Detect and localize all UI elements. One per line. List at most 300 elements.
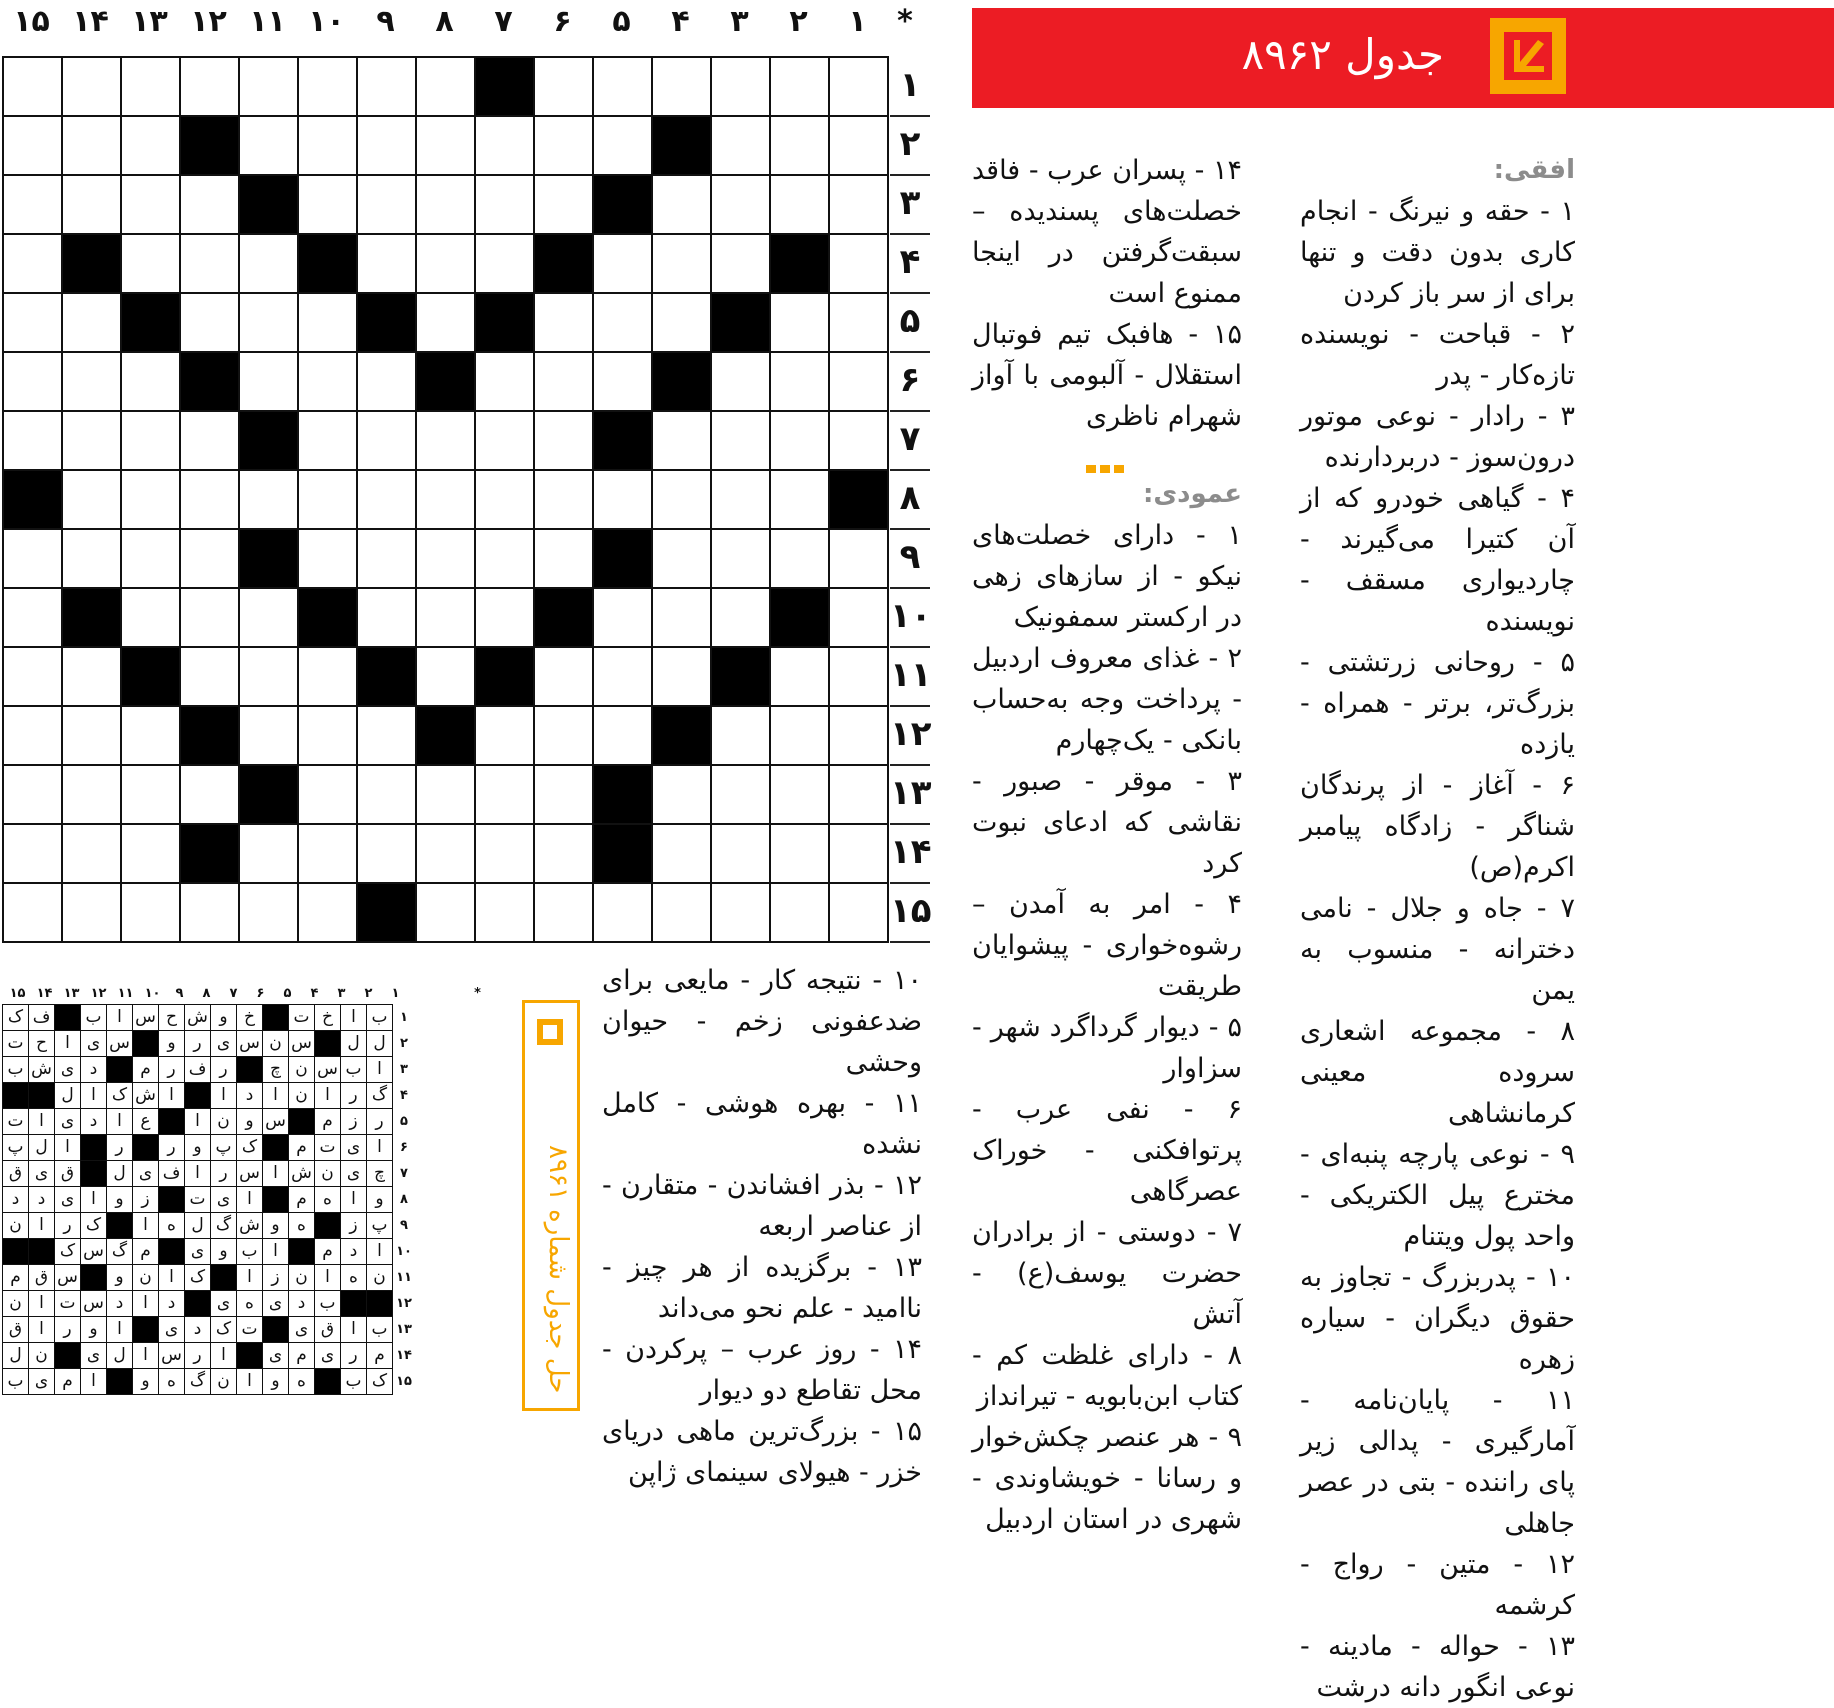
grid-cell[interactable] (416, 234, 475, 293)
grid-block-cell (475, 293, 534, 352)
grid-cell[interactable] (3, 234, 62, 293)
grid-cell[interactable] (121, 175, 180, 234)
grid-block-cell (180, 352, 239, 411)
clue: ۱۲ - بذر افشاندن - متقارن - از عناصر اربعه (602, 1170, 922, 1242)
grid-cell[interactable] (534, 824, 593, 883)
solution-row-number: ۱۳ (396, 1322, 412, 1337)
solution-cell: ک (81, 1213, 107, 1239)
grid-cell[interactable] (770, 706, 829, 765)
solution-cell: و (185, 1135, 211, 1161)
grid-cell[interactable] (475, 175, 534, 234)
solution-column-number: ۴ (310, 986, 319, 1001)
solution-cell: س (237, 1161, 263, 1187)
grid-cell[interactable] (711, 883, 770, 942)
grid-cell[interactable] (593, 234, 652, 293)
grid-block-cell (475, 57, 534, 116)
grid-cell[interactable] (593, 470, 652, 529)
crossword-grid (2, 56, 889, 943)
grid-cell[interactable] (652, 765, 711, 824)
grid-cell[interactable] (416, 175, 475, 234)
grid-cell[interactable] (593, 116, 652, 175)
grid-cell[interactable] (3, 765, 62, 824)
grid-cell[interactable] (180, 883, 239, 942)
grid-cell[interactable] (829, 57, 888, 116)
solution-row-number: ۱۴ (396, 1348, 412, 1363)
solution-cell: ل (29, 1135, 55, 1161)
grid-cell[interactable] (416, 765, 475, 824)
grid-column-number: ۵ (612, 4, 631, 39)
grid-cell[interactable] (239, 588, 298, 647)
logo-inner (1504, 32, 1552, 80)
solution-cell: س (55, 1265, 81, 1291)
grid-cell[interactable] (475, 588, 534, 647)
grid-cell[interactable] (357, 57, 416, 116)
solution-cell: ن (289, 1057, 315, 1083)
solution-block-cell (133, 1031, 159, 1057)
solution-cell: ن (289, 1265, 315, 1291)
separator-dots (1086, 458, 1128, 466)
grid-cell[interactable] (770, 647, 829, 706)
brand-logo-icon (1490, 18, 1566, 94)
solution-cell: م (289, 1135, 315, 1161)
solution-cell: ف (29, 1005, 55, 1031)
grid-cell[interactable] (829, 824, 888, 883)
solution-cell: ا (81, 1187, 107, 1213)
grid-cell[interactable] (475, 116, 534, 175)
grid-cell[interactable] (829, 411, 888, 470)
grid-cell[interactable] (770, 352, 829, 411)
solution-column-number: ۹ (175, 986, 184, 1001)
solution-cell: ر (55, 1317, 81, 1343)
grid-cell[interactable] (593, 588, 652, 647)
solution-cell: ی (263, 1343, 289, 1369)
grid-cell[interactable] (711, 352, 770, 411)
grid-cell[interactable] (534, 175, 593, 234)
grid-cell[interactable] (121, 824, 180, 883)
grid-cell[interactable] (534, 352, 593, 411)
grid-cell[interactable] (711, 411, 770, 470)
grid-cell[interactable] (829, 883, 888, 942)
solution-cell: و (107, 1265, 133, 1291)
grid-cell[interactable] (770, 765, 829, 824)
grid-row (3, 116, 888, 175)
grid-cell[interactable] (652, 57, 711, 116)
grid-cell[interactable] (357, 706, 416, 765)
grid-cell[interactable] (829, 116, 888, 175)
grid-cell[interactable] (475, 234, 534, 293)
solution-cell: س (237, 1031, 263, 1057)
grid-cell[interactable] (357, 765, 416, 824)
solution-block-cell (263, 1187, 289, 1213)
solution-cell: ش (29, 1057, 55, 1083)
grid-cell[interactable] (593, 352, 652, 411)
grid-cell[interactable] (3, 706, 62, 765)
grid-cell[interactable] (711, 529, 770, 588)
grid-cell[interactable] (534, 706, 593, 765)
grid-cell[interactable] (652, 293, 711, 352)
grid-cell[interactable] (416, 293, 475, 352)
grid-cell[interactable] (298, 57, 357, 116)
grid-cell[interactable] (357, 352, 416, 411)
solution-cell: ی (55, 1057, 81, 1083)
grid-cell[interactable] (711, 57, 770, 116)
solution-cell: ی (341, 1135, 367, 1161)
solution-cell: د (185, 1317, 211, 1343)
grid-cell[interactable] (770, 883, 829, 942)
solution-cell: ی (211, 1291, 237, 1317)
grid-cell[interactable] (534, 529, 593, 588)
grid-cell[interactable] (475, 765, 534, 824)
solution-cell: ر (341, 1083, 367, 1109)
grid-cell[interactable] (3, 411, 62, 470)
solution-block-cell (289, 1109, 315, 1135)
grid-cell[interactable] (475, 706, 534, 765)
grid-row (3, 647, 888, 706)
clue: ۱۳ - برگزیده از هر چیز - ناامید - علم نحو می‌داند (602, 1252, 922, 1324)
grid-cell[interactable] (239, 234, 298, 293)
grid-cell[interactable] (357, 529, 416, 588)
solution-cell: چ (367, 1161, 393, 1187)
solution-column-number: ۷ (229, 986, 238, 1001)
grid-cell[interactable] (62, 529, 121, 588)
grid-cell[interactable] (416, 529, 475, 588)
grid-cell[interactable] (652, 588, 711, 647)
grid-cell[interactable] (239, 647, 298, 706)
grid-cell[interactable] (62, 411, 121, 470)
clue: ۶ - نفی عرب - پرتوافکنی - خوراک عصرگاهی (972, 1094, 1242, 1207)
solution-cell: م (289, 1343, 315, 1369)
grid-cell[interactable] (239, 293, 298, 352)
grid-cell[interactable] (121, 765, 180, 824)
grid-cell[interactable] (534, 116, 593, 175)
grid-cell[interactable] (593, 647, 652, 706)
grid-cell[interactable] (770, 411, 829, 470)
solution-cell: م (289, 1187, 315, 1213)
solution-cell: ا (185, 1161, 211, 1187)
grid-cell[interactable] (357, 116, 416, 175)
grid-cell[interactable] (180, 234, 239, 293)
grid-cell[interactable] (711, 824, 770, 883)
grid-block-cell (652, 352, 711, 411)
grid-cell[interactable] (416, 57, 475, 116)
grid-cell[interactable] (121, 57, 180, 116)
grid-cell[interactable] (534, 411, 593, 470)
grid-cell[interactable] (534, 765, 593, 824)
grid-cell[interactable] (298, 411, 357, 470)
grid-block-cell (180, 116, 239, 175)
grid-cell[interactable] (475, 352, 534, 411)
grid-cell[interactable] (121, 529, 180, 588)
grid-cell[interactable] (121, 411, 180, 470)
solution-cell: ا (367, 1057, 393, 1083)
solution-cell: ک (237, 1135, 263, 1161)
grid-cell[interactable] (298, 470, 357, 529)
grid-cell[interactable] (239, 706, 298, 765)
grid-cell[interactable] (3, 116, 62, 175)
grid-cell[interactable] (416, 647, 475, 706)
grid-row (3, 470, 888, 529)
solution-cell: و (211, 1005, 237, 1031)
grid-cell[interactable] (357, 234, 416, 293)
grid-cell[interactable] (298, 765, 357, 824)
solution-cell: ا (133, 1213, 159, 1239)
grid-cell[interactable] (121, 883, 180, 942)
grid-cell[interactable] (652, 824, 711, 883)
grid-cell[interactable] (239, 883, 298, 942)
solution-cell: د (107, 1291, 133, 1317)
grid-cell[interactable] (3, 352, 62, 411)
grid-cell[interactable] (357, 824, 416, 883)
grid-cell[interactable] (239, 470, 298, 529)
grid-cell[interactable] (652, 529, 711, 588)
grid-cell[interactable] (416, 116, 475, 175)
grid-cell[interactable] (534, 57, 593, 116)
grid-cell[interactable] (180, 470, 239, 529)
grid-cell[interactable] (239, 352, 298, 411)
solution-block-cell (55, 1343, 81, 1369)
grid-cell[interactable] (180, 588, 239, 647)
grid-cell[interactable] (475, 883, 534, 942)
grid-cell[interactable] (357, 411, 416, 470)
grid-cell[interactable] (770, 57, 829, 116)
solution-cell: ن (3, 1213, 29, 1239)
grid-cell[interactable] (770, 293, 829, 352)
grid-cell[interactable] (298, 293, 357, 352)
grid-cell[interactable] (3, 175, 62, 234)
grid-cell[interactable] (593, 57, 652, 116)
grid-cell[interactable] (829, 647, 888, 706)
grid-cell[interactable] (711, 588, 770, 647)
grid-cell[interactable] (534, 293, 593, 352)
grid-cell[interactable] (829, 706, 888, 765)
grid-cell[interactable] (829, 765, 888, 824)
grid-column-numbers (0, 4, 930, 44)
grid-column-number: ۸ (435, 4, 454, 39)
solution-cell: د (159, 1291, 185, 1317)
grid-cell[interactable] (298, 824, 357, 883)
grid-row-number: ۱۲ (890, 705, 930, 766)
grid-cell[interactable] (534, 470, 593, 529)
grid-row-number: ۱ (890, 56, 930, 117)
grid-cell[interactable] (475, 470, 534, 529)
grid-cell[interactable] (3, 588, 62, 647)
grid-row (3, 529, 888, 588)
grid-cell[interactable] (180, 647, 239, 706)
solution-cell: ی (289, 1317, 315, 1343)
solution-block-cell (3, 1239, 29, 1265)
grid-cell[interactable] (121, 588, 180, 647)
grid-cell[interactable] (829, 529, 888, 588)
solution-cell: ل (185, 1213, 211, 1239)
grid-column-number: ۳ (730, 4, 749, 39)
grid-cell[interactable] (180, 293, 239, 352)
grid-cell[interactable] (298, 647, 357, 706)
grid-block-cell (357, 293, 416, 352)
grid-cell[interactable] (593, 706, 652, 765)
solution-cell: ن (29, 1343, 55, 1369)
grid-cell[interactable] (3, 57, 62, 116)
grid-cell[interactable] (829, 588, 888, 647)
grid-cell[interactable] (652, 883, 711, 942)
grid-cell[interactable] (121, 352, 180, 411)
grid-row (3, 411, 888, 470)
grid-cell[interactable] (62, 175, 121, 234)
grid-cell[interactable] (62, 57, 121, 116)
grid-cell[interactable] (180, 529, 239, 588)
grid-cell[interactable] (652, 470, 711, 529)
grid-cell[interactable] (121, 116, 180, 175)
solution-cell: ا (341, 1317, 367, 1343)
solution-cell: ا (185, 1109, 211, 1135)
solution-cell: ه (159, 1369, 185, 1395)
grid-cell[interactable] (180, 175, 239, 234)
solution-row (3, 1369, 416, 1395)
solution-cell: ی (81, 1031, 107, 1057)
clue: ۱۴ - پسران عرب - فاقد خصلت‌های پسندیده – سبقت‌گرفتن در اینجا ممنوع است (972, 155, 1242, 309)
grid-cell[interactable] (416, 470, 475, 529)
grid-cell[interactable] (829, 293, 888, 352)
grid-cell[interactable] (652, 175, 711, 234)
solution-cell: ر (159, 1135, 185, 1161)
grid-cell[interactable] (711, 470, 770, 529)
grid-cell[interactable] (711, 765, 770, 824)
grid-cell[interactable] (239, 116, 298, 175)
grid-cell[interactable] (416, 824, 475, 883)
solution-block-cell (185, 1083, 211, 1109)
grid-cell[interactable] (770, 470, 829, 529)
grid-row-number: ۹ (890, 528, 930, 589)
grid-cell[interactable] (298, 116, 357, 175)
solution-cell: و (237, 1109, 263, 1135)
grid-cell[interactable] (357, 470, 416, 529)
solution-cell: ک (211, 1317, 237, 1343)
solution-cell: ر (367, 1109, 393, 1135)
grid-cell[interactable] (298, 529, 357, 588)
vertical-clues-continued (602, 960, 922, 1493)
grid-cell[interactable] (62, 116, 121, 175)
solution-cell: م (133, 1057, 159, 1083)
grid-cell[interactable] (62, 293, 121, 352)
solution-cell: ا (133, 1343, 159, 1369)
grid-cell[interactable] (239, 57, 298, 116)
grid-cell[interactable] (180, 411, 239, 470)
grid-cell[interactable] (298, 883, 357, 942)
solution-cell: ل (107, 1161, 133, 1187)
clues-column-2 (972, 150, 1242, 437)
solution-row (3, 1083, 416, 1109)
grid-cell[interactable] (121, 706, 180, 765)
grid-block-cell (180, 706, 239, 765)
solution-cell: ی (159, 1317, 185, 1343)
grid-cell[interactable] (416, 588, 475, 647)
grid-cell[interactable] (770, 529, 829, 588)
grid-cell[interactable] (534, 883, 593, 942)
grid-cell[interactable] (829, 175, 888, 234)
grid-cell[interactable] (534, 647, 593, 706)
grid-cell[interactable] (62, 470, 121, 529)
grid-cell[interactable] (770, 175, 829, 234)
solution-cell: ا (211, 1343, 237, 1369)
solution-cell: س (107, 1031, 133, 1057)
grid-cell[interactable] (593, 883, 652, 942)
grid-cell[interactable] (239, 824, 298, 883)
grid-cell[interactable] (475, 529, 534, 588)
grid-cell[interactable] (416, 883, 475, 942)
grid-cell[interactable] (121, 234, 180, 293)
solution-cell: ک (367, 1369, 393, 1395)
grid-cell[interactable] (770, 116, 829, 175)
grid-cell[interactable] (3, 529, 62, 588)
clue: ۷ - دوستی - از برادران حضرت یوسف(ع) - آتش (972, 1217, 1242, 1330)
grid-cell[interactable] (121, 470, 180, 529)
solution-cell: ا (107, 1109, 133, 1135)
grid-block-cell (357, 647, 416, 706)
solution-cell: ا (133, 1291, 159, 1317)
grid-cell[interactable] (357, 588, 416, 647)
grid-cell[interactable] (829, 352, 888, 411)
grid-cell[interactable] (3, 824, 62, 883)
solution-cell: د (81, 1109, 107, 1135)
grid-cell[interactable] (62, 765, 121, 824)
grid-block-cell (593, 824, 652, 883)
grid-cell[interactable] (62, 352, 121, 411)
grid-cell[interactable] (652, 647, 711, 706)
grid-cell[interactable] (475, 411, 534, 470)
grid-cell[interactable] (180, 765, 239, 824)
grid-column-number: ۱۲ (190, 4, 227, 39)
grid-block-cell (593, 175, 652, 234)
grid-cell[interactable] (62, 824, 121, 883)
solution-cell: ه (289, 1213, 315, 1239)
grid-cell[interactable] (298, 175, 357, 234)
grid-cell[interactable] (298, 706, 357, 765)
solution-cell: ح (29, 1031, 55, 1057)
solution-cell: ی (81, 1343, 107, 1369)
grid-cell[interactable] (62, 647, 121, 706)
grid-cell[interactable] (711, 706, 770, 765)
grid-cell[interactable] (475, 824, 534, 883)
grid-cell[interactable] (711, 175, 770, 234)
grid-cell[interactable] (652, 411, 711, 470)
grid-cell[interactable] (180, 57, 239, 116)
grid-cell[interactable] (3, 883, 62, 942)
solution-block-cell (81, 1135, 107, 1161)
grid-cell[interactable] (298, 352, 357, 411)
solution-cell: ا (341, 1187, 367, 1213)
grid-cell[interactable] (829, 234, 888, 293)
grid-cell[interactable] (62, 706, 121, 765)
grid-column-number: ۶ (553, 4, 572, 39)
grid-cell[interactable] (416, 411, 475, 470)
grid-cell[interactable] (652, 234, 711, 293)
solution-cell: ی (211, 1187, 237, 1213)
solution-cell: ب (341, 1057, 367, 1083)
solution-cell: گ (211, 1213, 237, 1239)
grid-column-number: ۴ (671, 4, 690, 39)
grid-cell[interactable] (3, 293, 62, 352)
solution-row-number: ۵ (400, 1114, 408, 1129)
grid-cell[interactable] (357, 175, 416, 234)
grid-cell[interactable] (3, 647, 62, 706)
grid-cell[interactable] (770, 824, 829, 883)
grid-block-cell (62, 588, 121, 647)
solution-cell: ب (367, 1005, 393, 1031)
grid-row (3, 234, 888, 293)
grid-cell[interactable] (62, 883, 121, 942)
grid-cell[interactable] (711, 116, 770, 175)
grid-cell[interactable] (711, 234, 770, 293)
grid-cell[interactable] (593, 293, 652, 352)
